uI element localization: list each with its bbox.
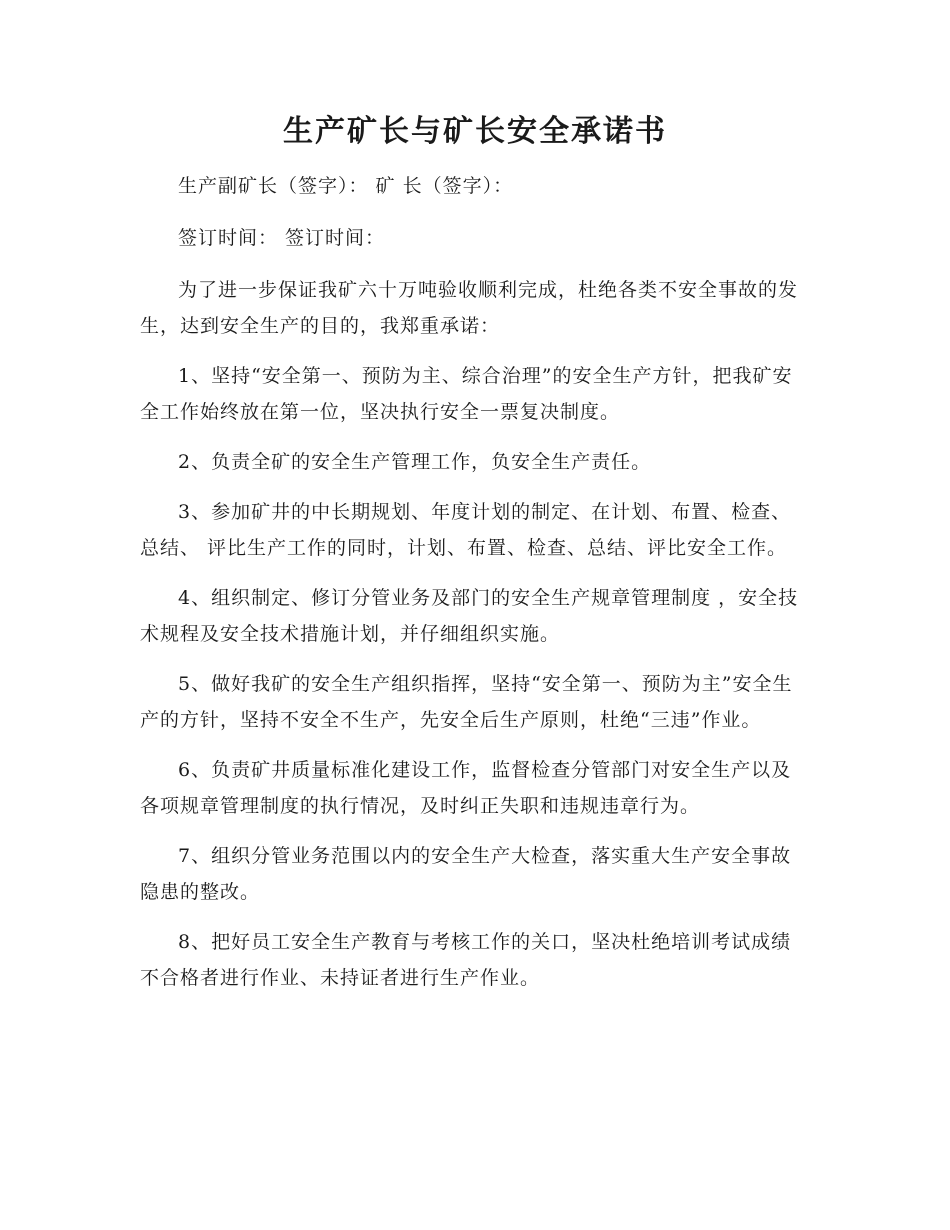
commitment-item-5: 5、做好我矿的安全生产组织指挥，坚持“安全第一、预防为主”安全生产的方针，坚持不安全不生产，先安全后生产原则，杜绝“三违”作业。 (140, 673, 793, 731)
signature-line: 生产副矿长（签字）： 矿 长（签字）： (178, 175, 514, 197)
commitment-item-7: 7、组织分管业务范围以内的安全生产大检查，落实重大生产安全事故隐患的整改。 (140, 845, 792, 903)
commitment-item-4: 4、组织制定、修订分管业务及部门的安全生产规章管理制度 ，安全技术规程及安全技术措施计划，并仔细组织实施。 (140, 587, 799, 645)
document-body (140, 168, 805, 1010)
date-line: 签订时间： 签订时间： (178, 227, 386, 249)
intro-paragraph: 为了进一步保证我矿六十万吨验收顺利完成，杜绝各类不安全事故的发生，达到安全生产的目的，我郑重承诺： (140, 279, 799, 337)
commitment-item-2: 2、负责全矿的安全生产管理工作，负安全生产责任。 (178, 451, 652, 473)
commitment-item-3: 3、参加矿井的中长期规划、年度计划的制定、在计划、布置、检查、总结、 评比生产工作的同时，计划、布置、检查、总结、评比安全工作。 (140, 501, 792, 559)
document-title: 生产矿长与矿长安全承诺书 (283, 114, 667, 149)
commitment-item-6: 6、负责矿井质量标准化建设工作，监督检查分管部门对安全生产以及各项规章管理制度的执行情况，及时纠正失职和违规违章行为。 (140, 759, 792, 817)
commitment-item-8: 8、把好员工安全生产教育与考核工作的关口，坚决杜绝培训考试成绩不合格者进行作业、未持证者进行生产作业。 (140, 931, 792, 989)
commitment-item-1: 1、坚持“安全第一、预防为主、综合治理”的安全生产方针，把我矿安全工作始终放在第一位，坚决执行安全一票复决制度。 (140, 365, 793, 423)
